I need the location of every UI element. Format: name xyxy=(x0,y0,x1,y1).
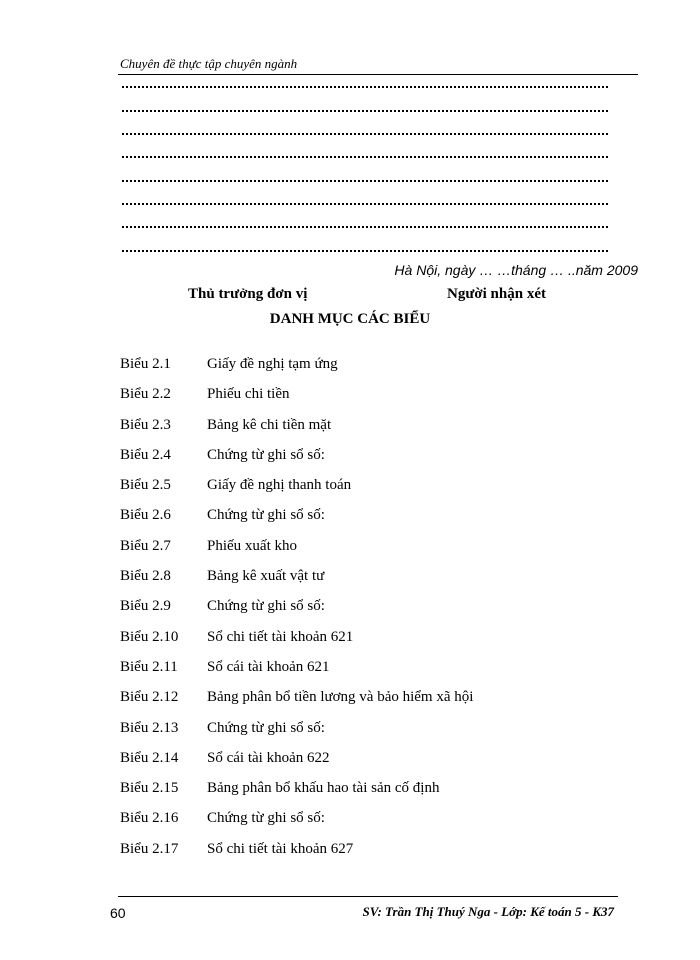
list-item-desc: Sổ cái tài khoản 621 xyxy=(207,658,330,675)
dotted-line-3 xyxy=(122,133,608,135)
footer-author-class: SV: Trần Thị Thuý Nga - Lớp: Kế toán 5 - K37 xyxy=(362,904,614,919)
header-rule xyxy=(118,74,638,75)
list-item-desc: Bảng phân bổ khấu hao tài sản cố định xyxy=(207,780,440,797)
list-item-code: Biểu 2.2 xyxy=(120,386,171,403)
list-item-desc: Chứng từ ghi sổ số: xyxy=(207,810,325,827)
list-item-desc: Chứng từ ghi sổ số: xyxy=(207,598,325,615)
page-number: 60 xyxy=(110,905,126,921)
list-item-code: Biểu 2.8 xyxy=(120,568,171,585)
dotted-line-4 xyxy=(122,156,608,158)
list-item-desc: Phiếu chi tiền xyxy=(207,386,290,403)
list-item-code: Biểu 2.16 xyxy=(120,810,179,827)
list-item-desc: Giấy đề nghị tạm ứng xyxy=(207,356,338,372)
list-item xyxy=(120,477,473,507)
list-item-code: Biểu 2.3 xyxy=(120,416,171,433)
dotted-line-2 xyxy=(122,110,608,112)
list-item xyxy=(120,720,473,750)
list-item-desc: Phiếu xuất kho xyxy=(207,537,297,554)
page-header-title: Chuyên đề thực tập chuyên ngành xyxy=(120,56,298,71)
list-item-desc: Bảng kê chi tiền mặt xyxy=(207,416,332,433)
list-item-desc: Sổ cái tài khoản 622 xyxy=(207,749,330,766)
dotted-line-1 xyxy=(122,86,608,88)
list-item-desc: Chứng từ ghi sổ số: xyxy=(207,719,325,736)
list-item xyxy=(120,507,473,537)
list-item xyxy=(120,841,473,871)
list-item xyxy=(120,810,473,840)
list-item xyxy=(120,447,473,477)
list-item xyxy=(120,386,473,416)
list-item xyxy=(120,568,473,598)
list-item xyxy=(120,780,473,810)
list-item-desc: Chứng từ ghi sổ số: xyxy=(207,446,325,463)
list-item-code: Biểu 2.1 xyxy=(120,356,171,372)
list-item-desc: Bảng kê xuất vật tư xyxy=(207,568,325,585)
list-item-code: Biểu 2.5 xyxy=(120,477,171,494)
table-list xyxy=(120,356,473,871)
list-item-code: Biểu 2.7 xyxy=(120,537,171,554)
list-item xyxy=(120,659,473,689)
list-item-code: Biểu 2.14 xyxy=(120,749,179,766)
list-item-code: Biểu 2.9 xyxy=(120,598,171,615)
dotted-line-6 xyxy=(122,203,608,205)
list-item-desc: Sổ chi tiết tài khoản 627 xyxy=(207,840,354,857)
footer-rule xyxy=(118,896,618,897)
list-item-code: Biểu 2.17 xyxy=(120,840,179,857)
dotted-line-5 xyxy=(122,180,608,182)
list-item xyxy=(120,538,473,568)
dotted-line-7 xyxy=(122,226,608,228)
signature-right-title: Người nhận xét xyxy=(447,286,546,302)
list-item-code: Biểu 2.13 xyxy=(120,719,179,736)
list-item-code: Biểu 2.4 xyxy=(120,446,171,463)
list-item-code: Biểu 2.11 xyxy=(120,658,178,675)
list-item-code: Biểu 2.12 xyxy=(120,689,179,706)
list-item xyxy=(120,598,473,628)
list-item xyxy=(120,689,473,719)
signature-left-title: Thủ trưởng đơn vị xyxy=(188,286,308,302)
list-item-code: Biểu 2.10 xyxy=(120,628,179,645)
dotted-line-8 xyxy=(122,250,608,252)
list-item xyxy=(120,750,473,780)
list-item xyxy=(120,356,473,386)
list-item xyxy=(120,417,473,447)
list-item-code: Biểu 2.15 xyxy=(120,780,179,797)
list-item-desc: Chứng từ ghi sổ số: xyxy=(207,507,325,524)
list-item-code: Biểu 2.6 xyxy=(120,507,171,524)
list-title: DANH MỤC CÁC BIỂU xyxy=(269,311,431,327)
date-line: Hà Nội, ngày … …tháng … ..năm 2009 xyxy=(394,262,638,278)
list-item-desc: Bảng phân bổ tiền lương và bảo hiểm xã hội xyxy=(207,689,474,706)
list-item xyxy=(120,629,473,659)
list-item-desc: Giấy đề nghị thanh toán xyxy=(207,477,352,494)
list-item-desc: Sổ chi tiết tài khoản 621 xyxy=(207,628,354,645)
